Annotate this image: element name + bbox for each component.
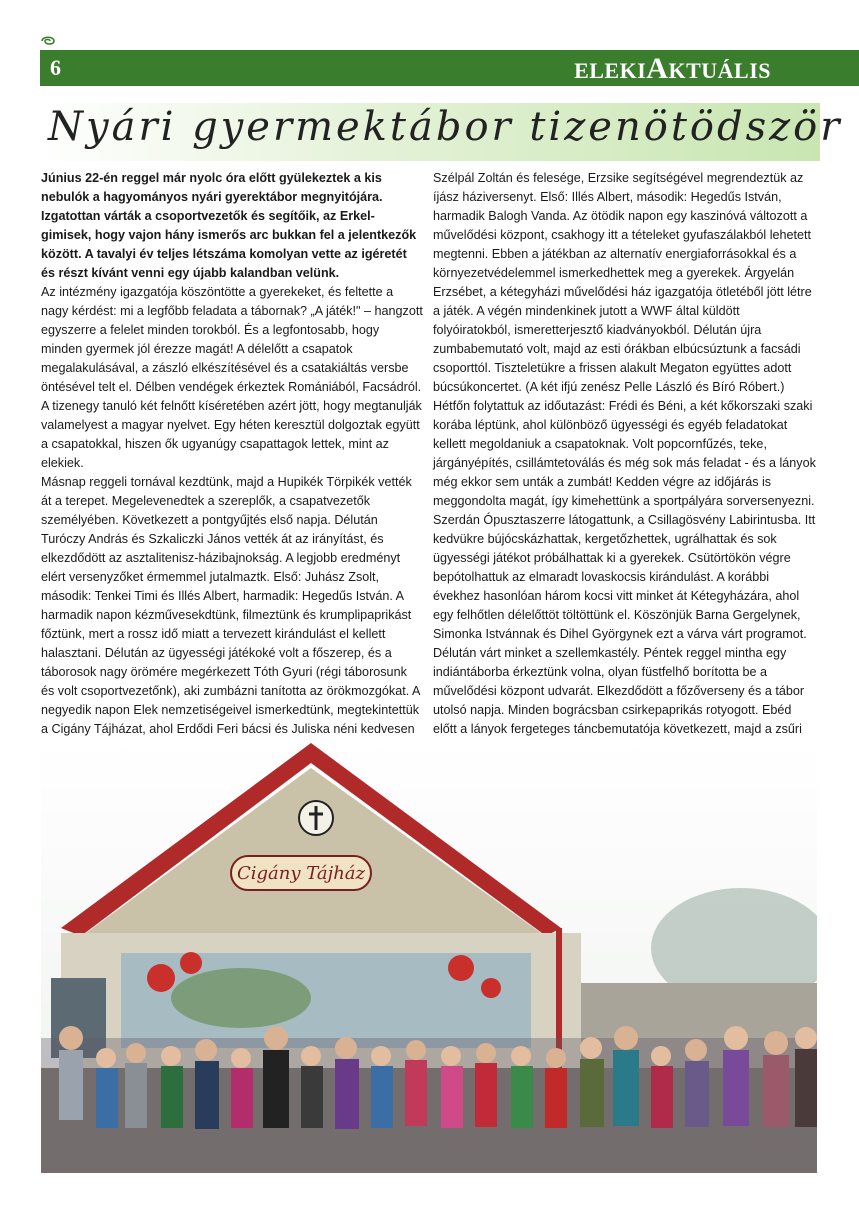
section-title	[574, 52, 771, 86]
left-paragraph-2: Másnap reggeli tornával kezdtünk, majd a Hupikék Törpikék vették át a terepet. Megelevenedtek a szereplők, a csapatvezetők személyében. Következett a pontgyűjtés első napja. Délután Turóczy András és Szkaliczki János vették át az irányítást, és elkezdődött az asztalitenisz-házibajnokság. A legjobb eredményt elért versenyzőket érmemmel jutalmaztk. Első: Juhász Zsolt, második: Tenkei Timi és Illés Albert, harmadik: Hegedűs István. A harmadik napon kézművesekdtünk, filmeztünk és krumplipaprikást főztünk, mert a rossz idő miatt a tervezett kirándulást el kellett halasztani. Délután az ügyességi játékoké volt a főszerep, és a táborosok nagy örömére megérkezett Tóth Gyuri (régi táborosunk és volt csoportvezetőnk), aki zumbázni tanította az örökmozgókat. A negyedik napon Elek nemzetiségeivel ismerkedtünk, megtekintettük a Cigány Tájházat, ahol Erdődi Feri bácsi és Juliska néni kedvesen	[41, 475, 420, 736]
article-lead: Június 22-én reggel már nyolc óra előtt gyülekeztek a kis nebulók a hagyományos nyári gyerektábor megnyitójára. Izgatottan várták a csoportvezetők és segítőik, az Erkel-gimisek, hogy vajon hány ismerős arc bukkan fel a jelentkezők között. A tavalyi év teljes létszáma komolyan vette az igéretét és részt kívánt venni egy újabb kalandban velünk.	[41, 171, 417, 280]
page-number: 6	[50, 55, 61, 80]
right-paragraph: Szélpál Zoltán és felesége, Erzsike segítségével megrendeztük az íjász háziversenyt. Első: Illés Albert, második: Hegedűs István, harmadik Balogh Vanda. Az ötödik napon egy kaszinóvá változott a művelődési központ, csakhogy itt a tételeket gyufaszálakból lehetett megtenni. Ebben a játékban az alternatív energiaforrásokkal és a környezetvédelemmel ismerkedhettek meg a gyerekek. Árgyelán Erzsébet, a kétegyházi művelődési ház igazgatója ötletéből jött létre a játék. A végén mindenkinek jutott a WWF által küldött folyóiratokból, ismeretterjesztő kiadványokból. Délután újra zumbabemutató volt, majd az esti órákban elbúcsúztunk a facsádi csoporttól. Tiszteletükre a frissen alakult Megaton együttes adott búcsúkoncertet. (A két ifjú zenész Pelle László és Bíró Róbert.) Hétfőn folytattuk az időutazást: Frédi és Béni, a két kőkorszaki szaki korába léptünk, ahol különböző ügyességi és egyéb feladatokat kellett megoldaniuk a csapatoknak. Volt popcornfűzés, teke, járgányépítés, csillámtetoválás és még sok más feladat - és a lányok még ekkor sem unták a zumbát! Kedden végre az időjárás is meggondolta magát, így kimehettünk a sportpályára sorversenyezni. Szerdán Ópusztaszerre látogattunk, a Csillagösvény Labirintusba. Itt kedvükre bújócskázhattak, kergetőzhettek, ugrálhattak és sok ügyességi játékot próbálhattak ki a gyerekek. Csütörtökön végre bepótolhattuk az elmaradt lovaskocsis kirándulást. A korábbi évekhez hasonlóan három kocsi vitt minket át Kétegyházára, ahol egy felhőtlen délelőttöt töltöttünk el. Köszönjük Barna Gergelynek, Simonka Istvánnak és Dihel Györgynek ezt a várva várt programot. Délután várt minket a szellemkastély. Péntek reggel mintha egy indiántáborba érkeztünk volna, olyan füstfelhő borította be a művelődési központ udvarát. Elkezdődött a főzőverseny és a tábor utolsó napja. Minden bográcsban csirkepaprikás rotyogott. Ebéd előtt a lányok fergeteges táncbemutatója következett, majd a zsűri	[433, 171, 816, 736]
section-prefix: ELEKI	[574, 58, 647, 83]
section-rest: KTUÁLIS	[668, 58, 771, 83]
swirl-ornament-icon	[40, 35, 56, 47]
article-title: Nyári gyermektábor tizenötödször	[48, 104, 843, 150]
left-paragraph-1: Az intézmény igazgatója köszöntötte a gyerekeket, és feltette a nagy kérdést: mi a legfőbb feladata a tábornak? „A játék!" – hangzott egyszerre a felelet minden torokból. És a legfontosabb, hogy minden gyermek jól érezze magát! A délelőtt a csapatok megalakulásával, a zászló elkészítésével és a csatakiáltás versbe öntésével telt el. Délben vendégek érkeztek Romániából, Facsádról. A tizenegy tanuló két felnőtt kíséretében azért jött, hogy megtanulják valamelyest a magyar nyelvet. Egy héten keresztül dolgoztak együtt a csapatokkal, hiszen ők ugyanúgy csapattagok lettek, mint az elekiek.	[41, 285, 423, 470]
section-initial: A	[646, 52, 669, 85]
page-header	[40, 50, 859, 86]
children-group	[41, 1026, 817, 1173]
group-photo	[41, 738, 817, 1173]
tajhaz-sign: Cigány Tájház	[237, 863, 365, 884]
